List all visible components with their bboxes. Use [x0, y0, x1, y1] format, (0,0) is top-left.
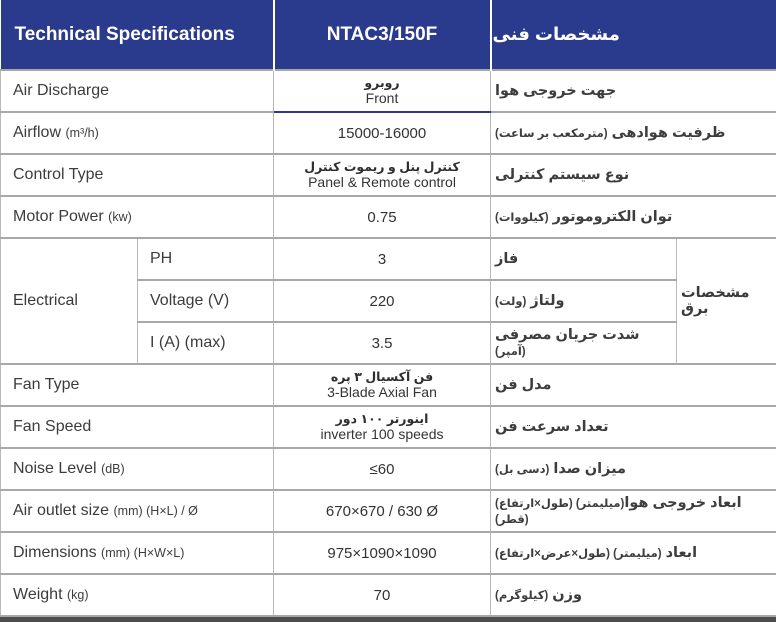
label-fa-text: ظرفیت هوادهی — [611, 125, 726, 141]
label-fa-text: ابعاد خروجی هوا — [624, 495, 742, 511]
value-cell — [274, 406, 491, 448]
label-en-text: Noise Level — [13, 460, 97, 477]
label-fa-note: (کیلووات) — [495, 212, 549, 224]
value-en: Front — [365, 90, 399, 107]
label-en — [1, 112, 274, 154]
label-fa-note: (مترمکعب بر ساعت) — [495, 128, 608, 140]
table-row-fan-speed — [1, 406, 776, 448]
label-en — [1, 448, 274, 490]
label-fa — [491, 406, 776, 448]
label-en — [1, 70, 274, 112]
label-fa — [491, 364, 776, 406]
label-en-text: Motor Power — [13, 208, 104, 225]
table-row-electrical-ph — [1, 238, 776, 280]
label-fa — [491, 532, 776, 574]
value-fa: اینورتر ۱۰۰ دور — [335, 411, 429, 426]
label-en: Voltage (V) — [138, 280, 274, 322]
table-row-air-discharge — [1, 70, 776, 112]
label-fa — [491, 112, 776, 154]
label-en-note: (kw) — [108, 210, 132, 224]
label-fa — [491, 448, 776, 490]
header-model: NTAC3/150F — [274, 0, 491, 70]
label-fa-note: (میلیمتر) (طول×عرض×ارتفاع) — [495, 548, 662, 560]
label-en-text: Air outlet size — [13, 502, 110, 519]
label-fa-text: ابعاد — [665, 545, 698, 561]
label-en-text: Dimensions — [13, 544, 97, 561]
value-fa: روبرو — [364, 75, 400, 90]
value-cell: 15000-16000 — [274, 112, 491, 154]
label-fa — [491, 574, 776, 616]
label-en-text: Fan Speed — [13, 418, 92, 435]
label-fa-note: (کیلوگرم) — [495, 590, 549, 602]
label-en-text: Fan Type — [13, 376, 80, 393]
value-en: 3-Blade Axial Fan — [327, 384, 437, 401]
label-en: PH — [138, 238, 274, 280]
value-cell: 670×670 / 630 Ø — [274, 490, 491, 532]
label-en — [1, 196, 274, 238]
value-fa: فن آکسیال ۳ پره — [330, 369, 434, 384]
value-fa: کنترل پنل و ریموت کنترل — [304, 159, 460, 174]
label-en-note: (dB) — [101, 462, 125, 476]
table-row-air-outlet-size — [1, 490, 776, 532]
label-fa-text: وزن — [552, 587, 583, 603]
value-cell: 0.75 — [274, 196, 491, 238]
label-fa — [491, 490, 776, 532]
label-fa-text: مدل فن — [495, 377, 552, 393]
electrical-group-label-en: Electrical — [1, 238, 138, 364]
table-row-dimensions — [1, 532, 776, 574]
value-cell: 975×1090×1090 — [274, 532, 491, 574]
table-row-control-type — [1, 154, 776, 196]
label-en-text: Control Type — [13, 166, 104, 183]
label-fa-text: فاز — [495, 251, 519, 267]
label-fa-text: جهت خروجی هوا — [495, 83, 617, 99]
label-en-text: Airflow — [13, 124, 62, 141]
label-fa-text: شدت جریان مصرفی — [495, 327, 640, 343]
label-en: I (A) (max) — [138, 322, 274, 364]
label-en-text: Air Discharge — [13, 82, 110, 99]
label-fa-text: نوع سیستم کنترلی — [495, 167, 630, 183]
label-fa — [491, 70, 776, 112]
value-cell — [274, 364, 491, 406]
table-row-noise-level — [1, 448, 776, 490]
label-en — [1, 364, 274, 406]
table-row-fan-type — [1, 364, 776, 406]
header-title-en: Technical Specifications — [1, 0, 274, 70]
value-cell: 3.5 — [274, 322, 491, 364]
label-fa-note: (آمپر) — [495, 346, 526, 358]
label-fa-text: توان الکتروموتور — [552, 209, 673, 225]
bottom-border-bar — [0, 617, 776, 622]
label-fa-note: (میلیمتر) (طول×ارتفاع)(قطر) — [495, 498, 625, 526]
value-cell — [274, 154, 491, 196]
label-fa — [491, 280, 677, 322]
label-en — [1, 574, 274, 616]
label-fa — [491, 196, 776, 238]
table-row-weight — [1, 574, 776, 616]
label-fa-text: ولتاژ — [530, 293, 565, 309]
value-cell: 220 — [274, 280, 491, 322]
value-cell — [274, 70, 491, 112]
table-row-motor-power — [1, 196, 776, 238]
header-row — [1, 0, 776, 70]
label-en-note: (mm) (H×W×L) — [101, 546, 185, 560]
label-fa-text: میزان صدا — [553, 461, 626, 477]
header-title-fa: مشخصات فنی — [491, 0, 776, 70]
label-fa-note: (دسی بل) — [495, 464, 550, 476]
label-fa — [491, 322, 677, 364]
label-en — [1, 490, 274, 532]
label-en — [1, 406, 274, 448]
label-fa — [491, 154, 776, 196]
label-en — [1, 532, 274, 574]
label-en-text: Weight — [13, 586, 63, 603]
label-en-note: (kg) — [66, 588, 89, 602]
value-en: inverter 100 speeds — [320, 426, 444, 443]
table-row-airflow — [1, 112, 776, 154]
label-fa — [491, 238, 677, 280]
label-en-note: (mm) (H×L) / Ø — [113, 504, 198, 518]
value-cell: ≤60 — [274, 448, 491, 490]
label-fa-text: تعداد سرعت فن — [495, 419, 609, 435]
value-cell: 70 — [274, 574, 491, 616]
label-en-note: (m³/h) — [65, 126, 99, 140]
label-fa-note: (ولت) — [495, 296, 527, 308]
label-en — [1, 154, 274, 196]
value-en: Panel & Remote control — [308, 174, 456, 191]
electrical-group-label-fa: مشخصات برق — [677, 238, 776, 364]
value-cell: 3 — [274, 238, 491, 280]
